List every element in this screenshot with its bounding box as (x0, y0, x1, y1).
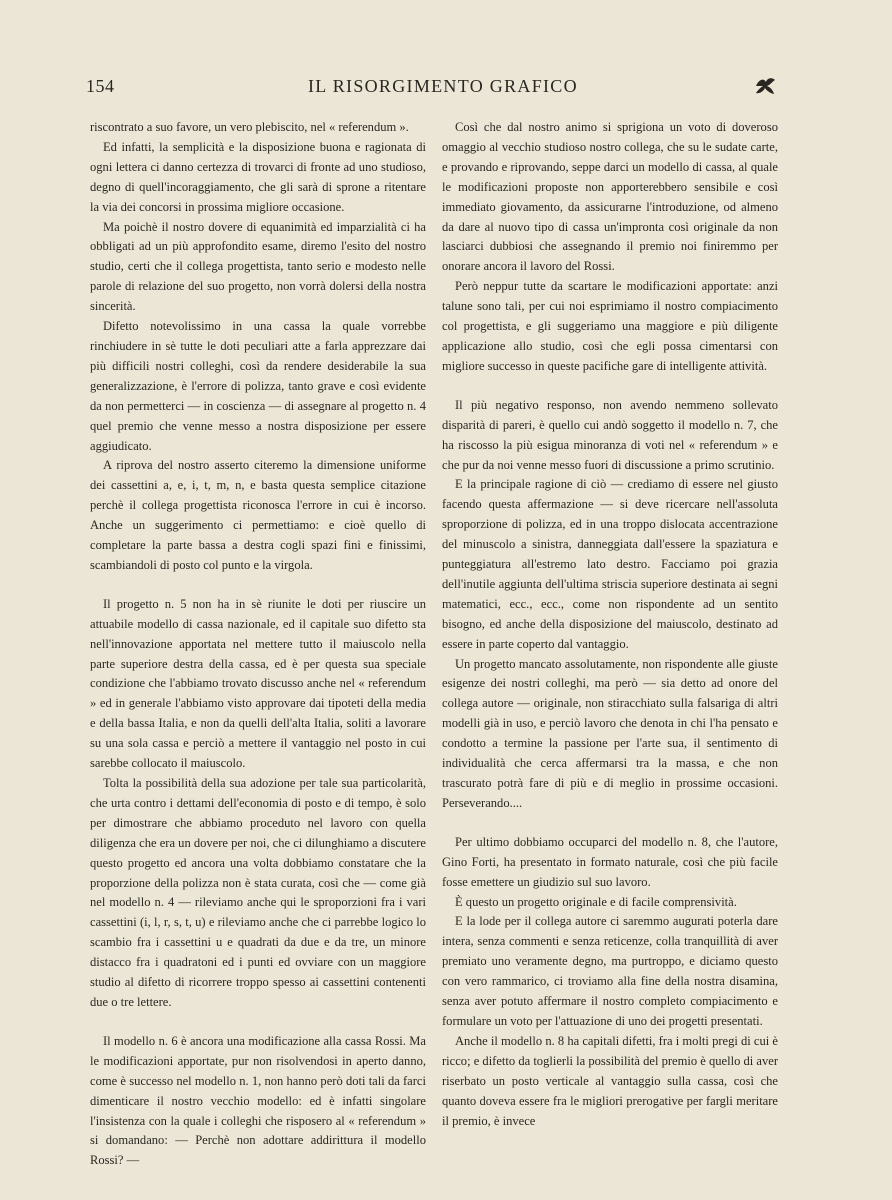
running-title: IL RISORGIMENTO GRAFICO (308, 76, 578, 96)
printer-fleuron-icon (754, 76, 776, 96)
left-column (90, 118, 426, 1171)
right-column (442, 118, 778, 1131)
paragraph: Il modello n. 6 è ancora una modificazione alla cassa Rossi. Ma le modificazioni apportate, pur non risolvendosi in aperto danno, come è successo nel modello n. 1, non hanno però doti tali da farci dimenticare il nostro vecchio modello: ed è infatti singolare l'insistenza con la quale i colleghi che risposero al « referendum » si domandano: — Perchè non adottare addirittura il modello Rossi? — (90, 1033, 426, 1168)
paragraph: A riprova del nostro asserto citeremo la dimensione uniforme dei cassettini a, e, i, t, m, n, e basta questa semplice citazione perchè il collega progettista riconosca l'errore in cui è incorso. Anche un suggerimento ci permettiamo: e cioè quello di completare la parte bassa a destra cogli spazi fini e finissimi, scambiandoli di posto col punto e la virgola. (90, 458, 426, 572)
paragraph: Ma poichè il nostro dovere di equanimità ed imparzialità ci ha obbligati ad un più approfondito esame, diremo l'esito del nostro studio, certi che il collega progettista, tanto serio e modesto nelle parole di relazione del suo progetto, non vorrà dolersi della nostra sincerità. (90, 219, 426, 314)
paragraph: Tolta la possibilità della sua adozione per tale sua particolarità, che urta contro i dettami dell'economia di posto e di tempo, è solo per dimostrare che abbiamo proceduto nel lavoro con quella diligenza che era un dovere per noi, che ci dilunghiamo a discutere questo progetto ed ancora una volta dobbiamo constatare che la proporzione della polizza non è stata curata, così che — come già nel modello n. 4 — rileviamo anche qui le sproporzioni fra i vari cassettini (i, l, r, s, t, u) e rileviamo anche che ci parrebbe logico lo scambio fra i cassettini u e quadrati da due e da tre, un minore distacco fra i quadratoni ed i punti ed ovviare con un maggiore studio al difetto di ricorrere troppo spesso ai cassettini contenenti due o tre lettere. (90, 776, 426, 1009)
paragraph: Un progetto mancato assolutamente, non rispondente alle giuste esigenze dei nostri colleghi, ma però — sia detto ad onore del collega autore — originale, non stiracchiato sulla falsariga di altri modelli già in uso, e perciò lavoro che denota in chi l'ha pensato e condotto a termine la passione per l'arte sua, il sentimento di individualità che cerca affermarsi tra la massa, e che non trascurato potrà fare di più e di meglio in prossime occasioni. Perseverando.... (442, 656, 778, 810)
paragraph: È questo un progetto originale e di facile comprensività. (455, 894, 737, 909)
paragraph: E la lode per il collega autore ci saremmo augurati poterla dare intera, senza commenti e senza reticenze, colla tranquillità di aver premiato uno veramente degno, ma purtroppo, e diciamo questo con vero rammarico, ci troviamo alla fine della nostra disamina, senza aver potuto affermare il nostro completo compiacimento e formulare un voto per l'attuazione di uno dei progetti presentati. (442, 914, 778, 1028)
paragraph: Così che dal nostro animo si sprigiona un voto di doveroso omaggio al vecchio studioso nostro collega, che su le sudate carte, e provando e riprovando, seppe darci un modello di cassa, al quale le modificazioni proposte non apporterebbero sensibile e così immediato giovamento, da assicurarne l'introduzione, od almeno da dare al nuovo tipo di cassa un'impronta così originale da non lasciarci dubbiosi che assegnando il premio noi finiremmo per onorare ancora il lavoro del Rossi. (442, 120, 778, 274)
paragraph: Però neppur tutte da scartare le modificazioni apportate: anzi talune sono tali, per cui noi esprimiamo il nostro compiacimento col progettista, e gli suggeriamo una maggiore e più diligente applicazione allo studio, così che egli possa cimentarsi con migliore successo in queste pacifiche gare di intelligente attività. (442, 279, 778, 373)
paragraph: Anche il modello n. 8 ha capitali difetti, fra i molti pregi di cui è ricco; e difetto da toglierli la possibilità del premio è quello di aver riserbato un posto verticale al vantaggio sulla cassa, così che quanto doveva essere fra le migliori prerogative per fargli meritare il premio, è invece (442, 1033, 778, 1128)
paragraph: Il progetto n. 5 non ha in sè riunite le doti per riuscire un attuabile modello di cassa nazionale, ed il capitale suo difetto sta nell'innovazione apportata nel mettere tutto il maiuscolo nella parte superiore destra della cassa, ed è per questa sua speciale condizione che l'abbiamo trovato discusso anche nel « referendum » ed in generale l'abbiamo visto approvare dai tipoteti della media e della bassa Italia, e non da quelli dell'alta Italia, soliti a lavorare su una sola cassa e perciò a mettere il vantaggio nel posto in cui sarebbe collocato il maiuscolo. (90, 596, 426, 771)
paragraph: riscontrato a suo favore, un vero plebiscito, nel « referendum ». (90, 120, 409, 134)
page-number: 154 (86, 76, 115, 96)
paragraph: Il più negativo responso, non avendo nemmeno sollevato disparità di pareri, è quello cui andò soggetto il modello n. 7, che ha riscosso la più esigua minoranza di voti nel « referendum » e che pur da noi venne messo fuori di discussione a primo scrutinio. (442, 397, 778, 472)
paragraph: Per ultimo dobbiamo occuparci del modello n. 8, che l'autore, Gino Forti, ha presentato in formato naturale, così che più facile fosse emettere un giudizio sul suo lavoro. (442, 834, 778, 889)
paragraph: Ed infatti, la semplicità e la disposizione buona e ragionata di ogni lettera ci danno certezza di trovarci di fronte ad uno studioso, degno di quell'incoraggiamento, che gli sarà di sprone a ritentare la via dei concorsi in prossima migliore occasione. (90, 139, 426, 214)
paragraph: E la principale ragione di ciò — crediamo di essere nel giusto facendo questa affermazione — si deve ricercare nell'assoluta sproporzione di polizza, ed in una troppo dislocata accentrazione del minuscolo a sinistra, danneggiata dall'essere la spaziatura e punteggiatura all'estremo lato destro. Facciamo poi grazia dell'inutile aggiunta dell'ultima striscia superiore destinata ai segni matematici, ecc., ecc., come non rispondente ad un sentito bisogno, ed anche della disposizione del maiuscolo, destinato ad essere in parte coperto dal vantaggio. (442, 477, 778, 651)
running-header (86, 76, 776, 106)
paragraph: Difetto notevolissimo in una cassa la quale vorrebbe rinchiudere in sè tutte le doti peculiari atte a farla apprezzare dai più difficili nostri colleghi, così da rendere desiderabile la sua generalizzazione, è l'errore di polizza, tanto grave e così evidente da non permetterci — in coscienza — di assegnare al progetto n. 4 quel premio che venne messo a nostra disposizione per essere aggiudicato. (90, 319, 426, 453)
